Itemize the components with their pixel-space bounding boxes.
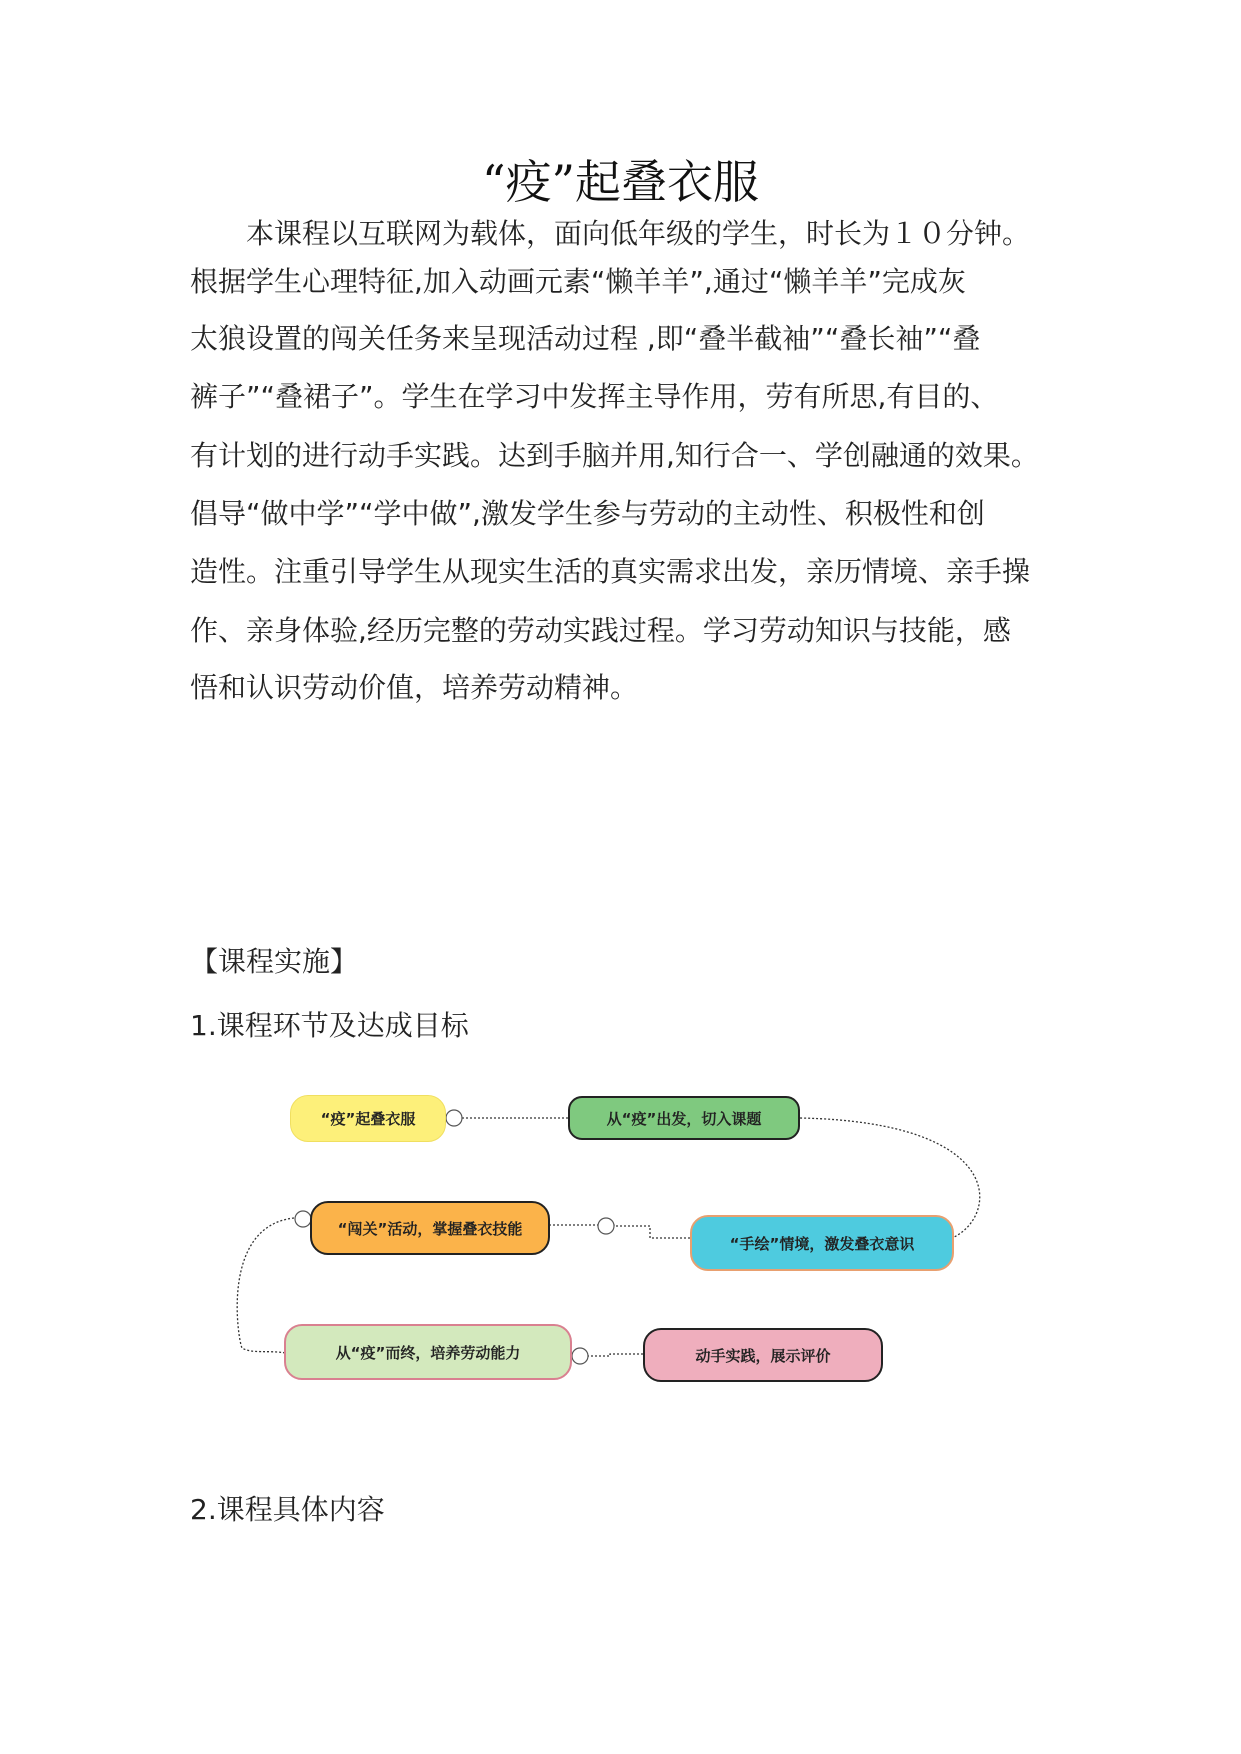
intro-line-1: 本课程以互联网为载体，面向低年级的学生，时长为１０分钟。 bbox=[190, 217, 1031, 250]
intro-line-8: 作、亲身体验,经历完整的劳动实践过程。学习劳动知识与技能，感 bbox=[190, 614, 1011, 647]
connector-handle-4 bbox=[572, 1348, 588, 1364]
intro-line-3: 太狼设置的闯关任务来呈现活动过程 ,即“叠半截袖”“叠长袖”“叠 bbox=[190, 322, 981, 355]
connector-handle-1 bbox=[446, 1110, 462, 1126]
subheading-course-steps: 1.课程环节及达成目标 bbox=[190, 1009, 469, 1042]
flow-node-drawing-scenario: “手绘”情境，激发叠衣意识 bbox=[690, 1215, 954, 1271]
flow-node-hands-on-practice: 动手实践，展示评价 bbox=[643, 1328, 883, 1382]
intro-line-2: 根据学生心理特征,加入动画元素“懒羊羊”,通过“懒羊羊”完成灰 bbox=[190, 265, 966, 298]
section-heading: 【课程实施】 bbox=[190, 945, 359, 978]
connector-handle-3 bbox=[598, 1218, 614, 1234]
flow-node-introduce-topic: 从“疫”出发，切入课题 bbox=[568, 1096, 800, 1140]
connector-6-5 bbox=[587, 1354, 643, 1356]
flow-node-start: “疫”起叠衣服 bbox=[290, 1095, 446, 1142]
document-title: “疫”起叠衣服 bbox=[481, 155, 760, 209]
intro-line-9: 悟和认识劳动价值，培养劳动精神。 bbox=[190, 671, 639, 704]
intro-line-7: 造性。注重引导学生从现实生活的真实需求出发，亲历情境、亲手操 bbox=[190, 555, 1031, 588]
intro-line-5: 有计划的进行动手实践。达到手脑并用,知行合一、学创融通的效果。 bbox=[190, 439, 1039, 472]
intro-line-4: 裤子”“叠裙子”。学生在学习中发挥主导作用，劳有所思,有目的、 bbox=[190, 380, 999, 413]
intro-line-6: 倡导“做中学”“学中做”,激发学生参与劳动的主动性、积极性和创 bbox=[190, 497, 985, 530]
flow-node-challenge-activity: “闯关”活动，掌握叠衣技能 bbox=[310, 1201, 550, 1255]
connector-3-4 bbox=[550, 1225, 690, 1238]
subheading-course-content: 2.课程具体内容 bbox=[190, 1493, 385, 1526]
flow-node-labor-ability: 从“疫”而终，培养劳动能力 bbox=[284, 1324, 572, 1380]
connector-handle-2 bbox=[295, 1211, 311, 1227]
